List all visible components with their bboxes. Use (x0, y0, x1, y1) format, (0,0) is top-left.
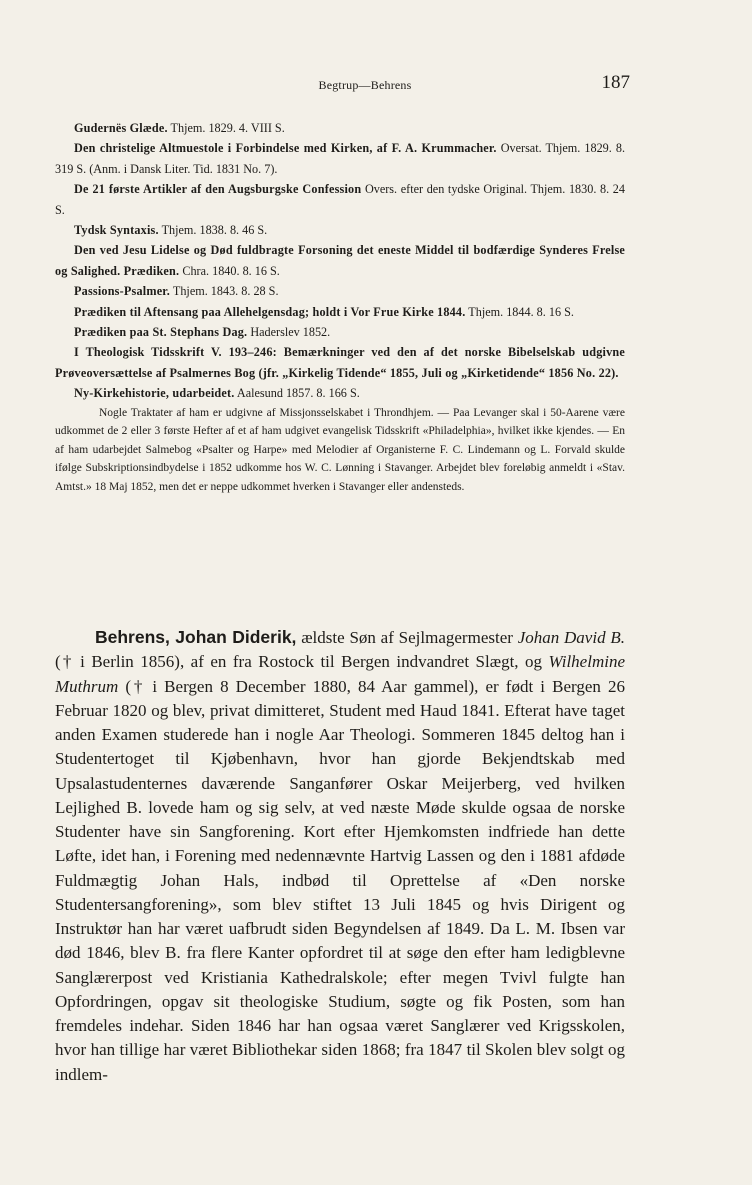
bib-entry (55, 383, 625, 403)
bio-father-name: Johan David B. (517, 628, 626, 647)
bib-entry (55, 179, 625, 220)
bib-entry (55, 322, 625, 342)
entry-pub: Thjem. 1844. 8. 16 S. (465, 304, 574, 319)
bibliography (55, 118, 625, 497)
entry-title: Passions-Psalmer. (74, 284, 171, 299)
bio-text-3: († i Bergen 8 December 1880, 84 Aar gammel), er født i Bergen 26 Februar 1820 og blev, privat dimitteret, Student med Haud 1841. Efterat have taget anden Examen studerede han i nogle Aar Theologi. Sommeren 1845 deltog han i Studentertoget til Kjøbenhavn, hvor han gjorde Bekjendtskab med Upsalastudenternes daværende Sanganfører Oskar Meijerberg, ved hvilken Lejlighed B. lovede ham og sig selv, at ved næste Møde skulde ogsaa de norske Studenter have sin Sangforening. Kort efter Hjemkomsten indfriede han dette Løfte, idet han, i Forening med nedennævnte Hartvig Lassen og den i 1881 afdøde Fuldmægtig Johan Hals, indbød til Oprettelse af «Den norske Studentersangforening», som blev stiftet 13 Juli 1845 og hvis Dirigent og Instruktør han har været uafbrudt siden Begyndelsen af 1849. Da L. M. Ibsen var død 1846, blev B. fra flere Kanter opfordret til at søge den efter ham ledigblevne Sanglærerpost ved Kristiania Kathedralskole; efter megen Tvivl fulgte han Opfordringen, opgav sit theologiske Studium, søgte og fik Posten, som han fremdeles indehar. Siden 1846 har han ogsaa været Sanglærer ved Krigsskolen, hvor han tillige har været Bibliothekar siden 1868; fra 1847 til Skolen blev solgt og indlem- (55, 676, 625, 1084)
entry-title: Prædiken paa St. Stephans Dag. (74, 325, 248, 340)
bib-entry (55, 342, 625, 383)
bio-text-1: ældste Søn af Sejlmagermester (296, 628, 518, 647)
entry-pub: Thjem. 1829. 4. VIII S. (167, 121, 285, 135)
bib-entry (55, 302, 625, 322)
entry-title: Ny-Kirkehistorie, udarbeidet. (74, 386, 235, 401)
entry-pub: Oversat. Thjem. 1829. 8. 319 S. (Anm. i Dansk Liter. Tid. 1831 No. 7). (55, 141, 625, 176)
entry-pub: Haderslev 1852. (247, 325, 331, 340)
bib-entry (55, 240, 625, 281)
entry-title: Tydsk Syntaxis. (74, 223, 159, 238)
bib-note: Nogle Traktater af ham er udgivne af Missjonsselskabet i Throndhjem. — Paa Levanger skal i 50-Aarene være udkommet de 2 eller 3 første Hefter af et af ham udgivet evangelisk Tidsskrift «Philadelphia», hvilket ikke kjendes. — En af ham udarbejdet Salmebog «Psalter og Harpe» med Melodier af Organisterne F. C. Lindemann og L. Forvald skulde ifølge Subskriptionsindbydelse i 1852 udkomme hos W. C. Lønning i Stavanger. Arbejdet blev foreløbig anmeldt i «Stav. Amtst.» 18 Maj 1852, men det er neppe udkommet hverken i Stavanger eller andensteds. (55, 406, 625, 494)
biography-paragraph (55, 625, 625, 1087)
entry-title: Den ved Jesu Lidelse og Død fuldbragte Forsoning det eneste Middel til bodfærdige Synderes Frelse og Salighed. Prædiken. (55, 243, 625, 278)
entry-pub: Thjem. 1843. 8. 28 S. (170, 284, 279, 299)
entry-pub: Chra. 1840. 8. 16 S. (179, 263, 280, 278)
entry-title: Gudernës Glæde. (74, 121, 168, 135)
entry-title: Den christelige Altmuestole i Forbindelse med Kirken, af F. A. Krummacher. (74, 141, 497, 156)
entry-title: De 21 første Artikler af den Augsburgske Confession (74, 182, 362, 197)
page-header (100, 72, 630, 100)
bio-text-2: († i Berlin 1856), af en fra Rostock til Bergen indvandret Slægt, og (55, 652, 549, 672)
bib-entry (55, 118, 625, 138)
bib-entry (55, 281, 625, 301)
bib-entry (55, 138, 625, 179)
page-number: 187 (601, 72, 630, 93)
entry-pub: Aalesund 1857. 8. 166 S. (234, 386, 360, 401)
entry-title: I Theologisk Tidsskrift V. 193–246: Bemærkninger ved den af det norske Bibelselskab udgivne Prøveoversættelse af Psalmernes Bog (jfr. „Kirkelig Tidende“ 1855, Juli og „Kirketidende“ 1856 No. 22). (55, 345, 625, 380)
entry-pub: Overs. efter den tydske Original. Thjem. 1830. 8. 24 S. (55, 182, 625, 217)
bib-entry (55, 220, 625, 240)
entry-pub: Thjem. 1838. 8. 46 S. (158, 223, 268, 238)
bio-mother-name: Wilhelmine Muthrum (55, 652, 625, 696)
entry-title: Prædiken til Aftensang paa Allehelgensdag; holdt i Vor Frue Kirke 1844. (74, 304, 466, 319)
bio-name: Behrens, Johan Diderik, (95, 627, 297, 647)
running-head: Begtrup—Behrens (318, 78, 412, 92)
